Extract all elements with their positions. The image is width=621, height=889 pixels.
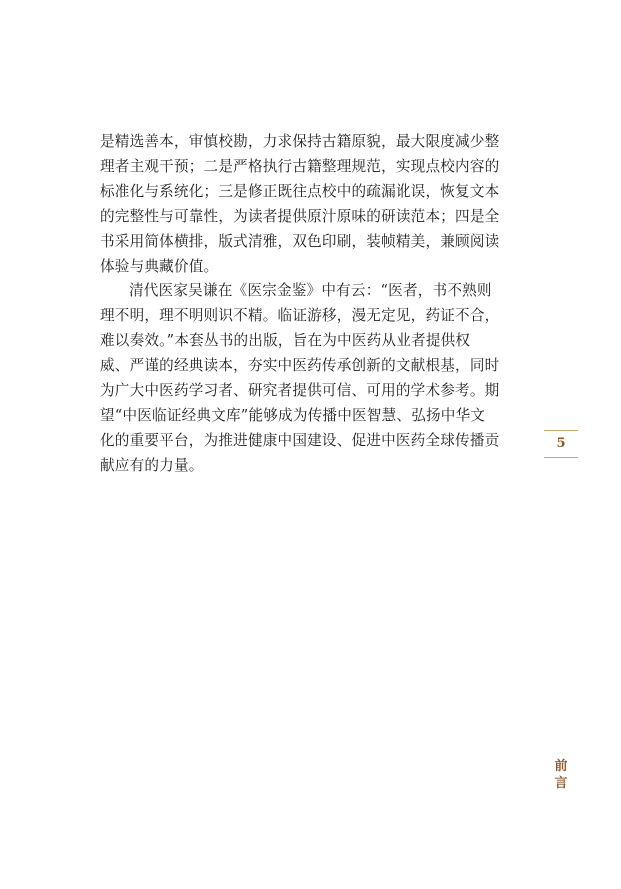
text-line: 威、严谨的经典读本，夯实中医药传承创新的文献根基，同时 — [100, 357, 500, 375]
text-line: 是精选善本，审慎校勘，力求保持古籍原貌，最大限度减少整 — [100, 133, 500, 150]
text-line: 理不明，理不明则识不精。临证游移，漫无定见，药证不合， — [100, 307, 500, 325]
section-label-char: 前 — [554, 759, 568, 774]
page-number-marker — [544, 430, 578, 458]
page-number: 5 — [556, 436, 566, 451]
text-line: 的完整性与可靠性，为读者提供原汁原味的研读范本；四是全 — [100, 207, 500, 225]
text-line: 化的重要平台，为推进健康中国建设、促进中医药全球传播贡 — [100, 431, 500, 449]
divider — [544, 457, 578, 458]
text-line: 书采用简体横排，版式清雅，双色印刷，装帧精美，兼顾阅读 — [100, 232, 500, 250]
section-label — [553, 758, 569, 792]
text-line: 望“中医临证经典文库”能够成为传播中医智慧、弘扬中华文 — [100, 406, 486, 424]
text-line: 理者主观干预；二是严格执行古籍整理规范，实现点校内容的 — [100, 157, 500, 175]
body-text — [100, 130, 525, 479]
text-line: 为广大中医药学习者、研究者提供可信、可用的学术参考。期 — [100, 382, 500, 400]
text-line: 清代医家吴谦在《医宗金鉴》中有云：“医者，书不熟则 — [129, 282, 492, 300]
paragraph-1 — [100, 130, 525, 279]
text-line: 标准化与系统化；三是修正既往点校中的疏漏讹误，恢复文本 — [100, 182, 500, 200]
paragraph-2 — [100, 279, 525, 478]
text-line: 体验与典藏价值。 — [100, 257, 219, 275]
section-label-char: 言 — [554, 776, 568, 791]
text-line: 难以奏效。”本套丛书的出版，旨在为中医药从业者提供权 — [100, 332, 471, 350]
text-line: 献应有的力量。 — [100, 456, 204, 474]
